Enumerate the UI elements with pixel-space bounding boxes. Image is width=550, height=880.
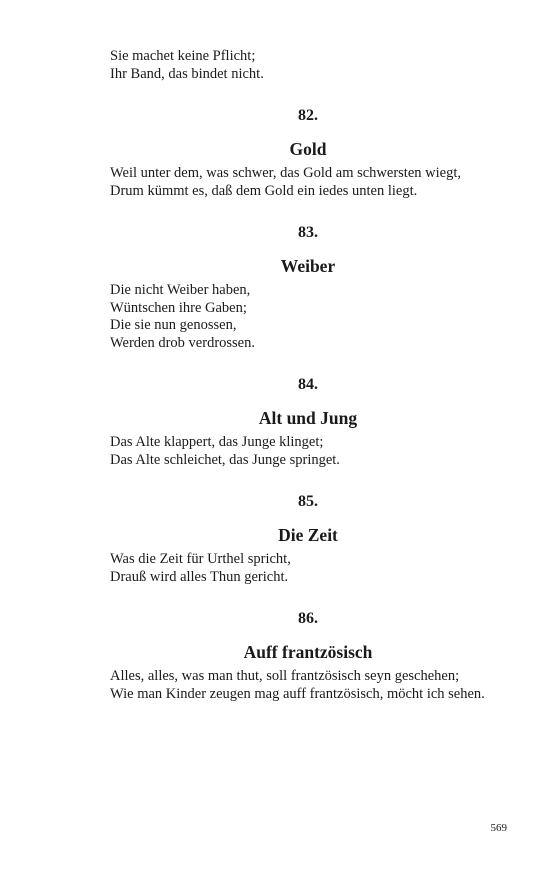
verse-line: Wüntschen ihre Gaben;	[110, 299, 247, 316]
verse-line: Sie machet keine Pflicht;	[110, 48, 256, 64]
poem-number: 86.	[298, 610, 318, 627]
verse-line: Werden drob verdrossen.	[110, 334, 255, 351]
verse-line: Was die Zeit für Urthel spricht,	[110, 551, 291, 567]
poem-verse	[110, 551, 520, 586]
verse-line: Drum kümmt es, daß dem Gold ein iedes unten liegt.	[110, 182, 418, 199]
verse-line: Die nicht Weiber haben,	[110, 282, 251, 298]
verse-line: Das Alte schleichet, das Junge springet.	[110, 451, 340, 468]
verse-line: Weil unter dem, was schwer, das Gold am schwersten wiegt,	[110, 165, 461, 181]
verse-line: Ihr Band, das bindet nicht.	[110, 65, 264, 82]
verse-line: Wie man Kinder zeugen mag auff frantzösisch, möcht ich sehen.	[110, 685, 485, 702]
poem-verse	[110, 165, 520, 200]
verse-line: Drauß wird alles Thun gericht.	[110, 568, 289, 585]
poem-title: Auff frantzösisch	[243, 642, 373, 662]
poem-title: Gold	[289, 139, 327, 159]
poem-number: 84.	[298, 376, 318, 393]
poem-title: Alt und Jung	[258, 408, 358, 428]
poem-number: 83.	[298, 224, 318, 241]
page-body	[110, 48, 520, 703]
poem-number: 85.	[298, 493, 318, 510]
verse-line: Das Alte klappert, das Junge klinget;	[110, 434, 324, 450]
intro-verse	[110, 48, 520, 83]
poem-verse	[110, 282, 520, 352]
poem-verse	[110, 434, 520, 469]
poem-verse	[110, 668, 520, 703]
poem-title: Weiber	[280, 256, 336, 276]
verse-line: Die sie nun genossen,	[110, 317, 237, 333]
verse-line: Alles, alles, was man thut, soll frantzösisch seyn geschehen;	[110, 668, 460, 684]
page-number: 569	[490, 822, 507, 834]
poem-title: Die Zeit	[278, 525, 338, 545]
poem-number: 82.	[298, 107, 318, 124]
